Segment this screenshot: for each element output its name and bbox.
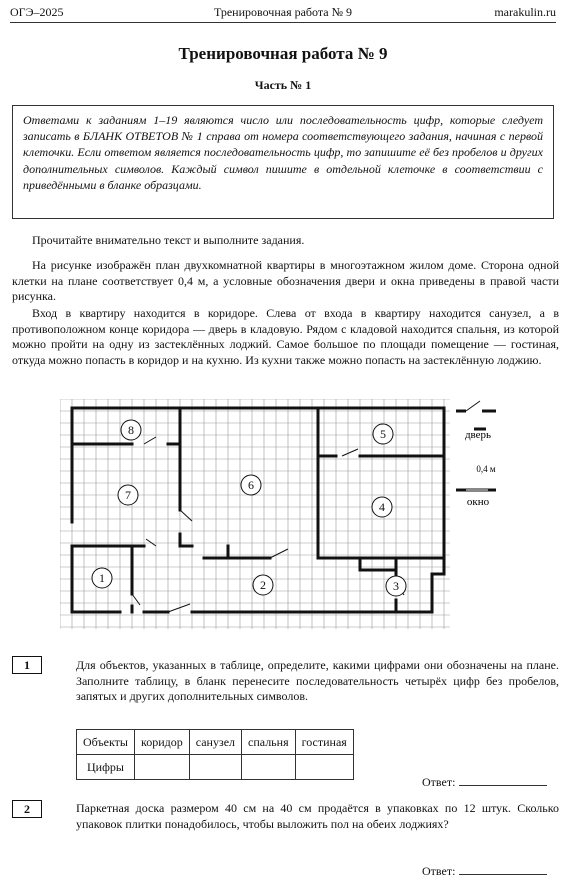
answer-cell[interactable] [242,755,296,780]
task2-answer [422,864,547,879]
answer-line[interactable] [459,864,547,875]
task-number-2: 2 [12,800,42,818]
instructions-box [12,105,554,219]
room-label-3: 3 [393,579,399,593]
page-title: Тренировочная работа № 9 [178,44,388,63]
table-cell-living-room: гостиная [295,730,353,755]
task1-answer-table [76,729,354,780]
part-heading: Часть № 1 [254,78,312,92]
table-header-objects: Объекты [77,730,135,755]
room-label-4: 4 [379,500,385,514]
paragraph-rooms-description: Вход в квартиру находится в коридоре. Слева от входа в квартиру находится санузел, а в противоположном конце коридора — дверь в кладовую. Рядом с кладовой находится спальня, из которой можно пройти на одну из застеклённых лоджий. Самое большое по площади помещение — гостиная, откуда можно попасть в коридор и на кухню. Из кухни также можно попасть на застеклённую лоджию. [12,306,559,367]
legend-symbols [456,401,496,490]
header-center: Тренировочная работа № 9 [213,5,353,19]
answer-cell[interactable] [295,755,353,780]
paragraph-plan-description: На рисунке изображён план двухкомнатной квартиры в многоэтажном жилом доме. Сторона одной клетки на плане соответствует 0,4 м, а условные обозначения двери и окна приведены в правой части рисунка. [12,258,559,303]
answer-line[interactable] [459,775,547,786]
answer-label: Ответ: [422,864,456,878]
room-label-5: 5 [380,427,386,441]
table-cell-corridor: коридор [134,730,189,755]
answer-cell[interactable] [189,755,241,780]
header-right: marakulin.ru [494,5,556,19]
legend-scale-label: 0,4 м [476,464,496,474]
task1-answer [422,775,547,790]
legend-door-label: дверь [464,429,492,441]
answer-label: Ответ: [422,775,456,789]
answer-cell[interactable] [134,755,189,780]
room-label-7: 7 [125,488,131,502]
room-label-6: 6 [248,478,254,492]
apartment-plan [60,399,452,631]
table-cell-bathroom: санузел [189,730,241,755]
header-left: ОГЭ–2025 [10,5,64,19]
table-header-digits: Цифры [77,755,135,780]
table-row [77,755,354,780]
header-rule [10,22,556,23]
room-label-1: 1 [99,571,105,585]
table-row [77,730,354,755]
room-label-8: 8 [128,423,134,437]
task-number-1: 1 [12,656,42,674]
read-prompt: Прочитайте внимательно текст и выполните задания. [32,233,305,247]
instructions-text: Ответами к заданиям 1–19 являются число или последовательность цифр, которые следует записать в БЛАНК ОТВЕТОВ № 1 справа от номера соответствующего задания, начиная с первой клеточки. Если ответом является последовательность цифр, то запишите её без пробелов и других дополнительных символов. Каждый символ пишите в отдельной клеточке в соответствии с приведёнными в бланке образцами. [23,113,543,192]
room-label-2: 2 [260,578,266,592]
legend-window-label: окно [466,496,490,508]
table-cell-bedroom: спальня [242,730,296,755]
plan-legend [452,393,508,513]
task1-text: Для объектов, указанных в таблице, определите, какими цифрами они обозначены на плане. Заполните таблицу, в бланк перенесите последовательность четырёх цифр без пробелов, запятых и других дополнительных символов. [76,658,559,703]
task2-text: Паркетная доска размером 40 см на 40 см продаётся в упаковках по 12 штук. Сколько упаковок плитки понадобилось, чтобы выложить пол на обеих лоджиях? [76,801,559,831]
